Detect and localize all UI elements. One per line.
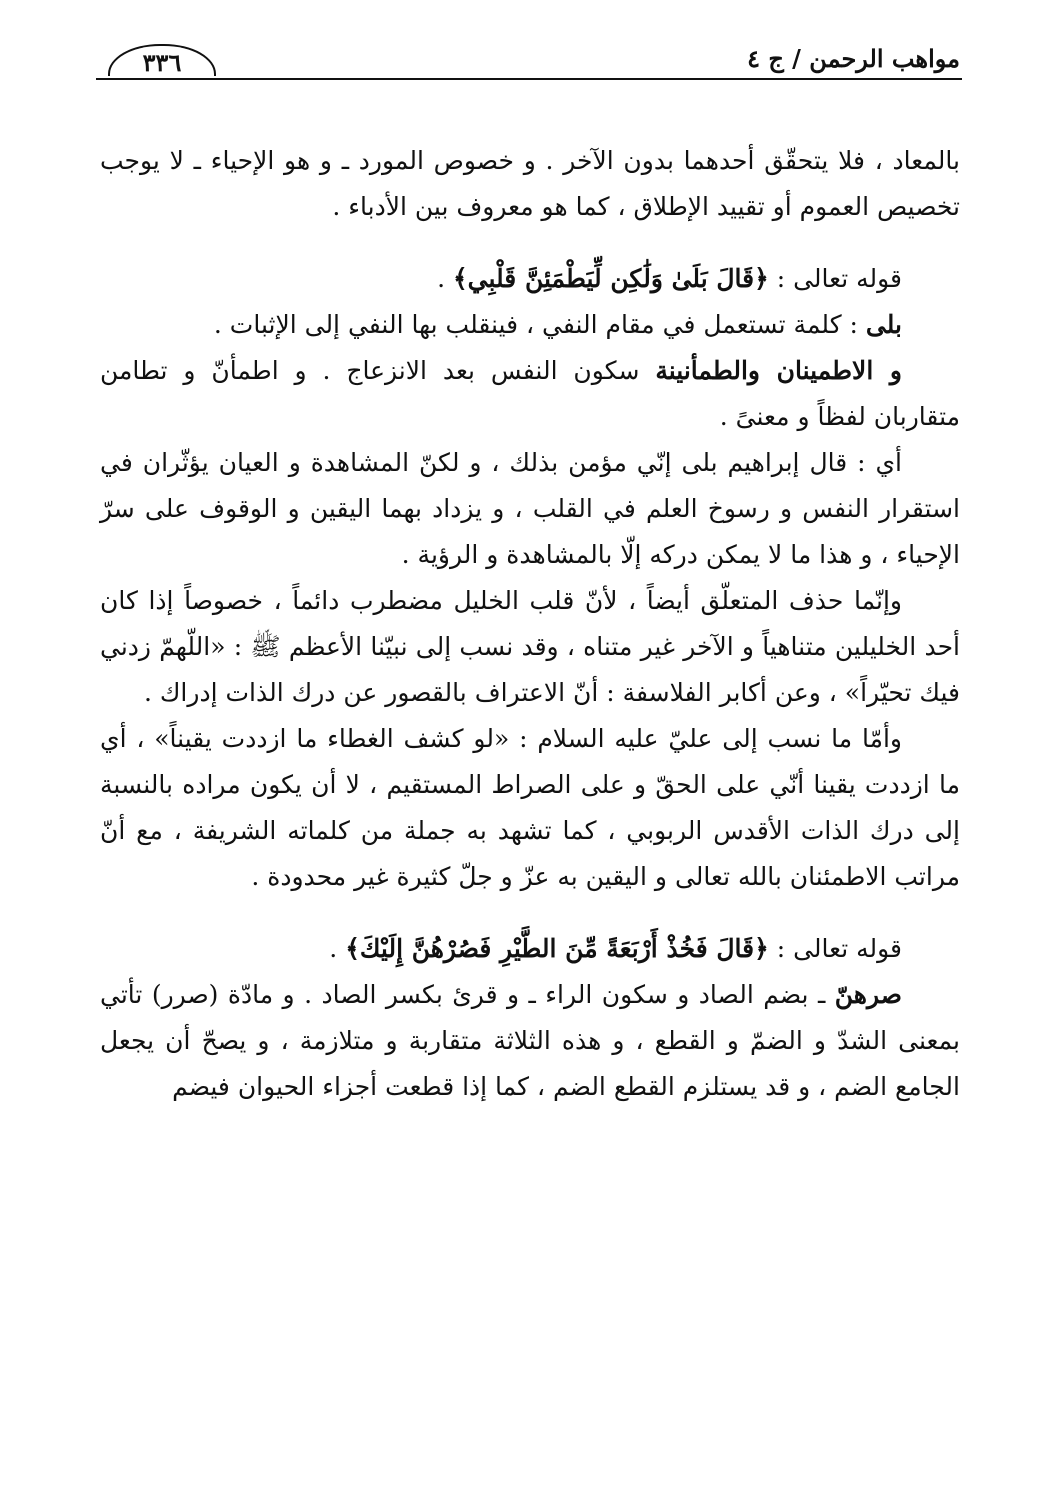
verse-end: . <box>437 264 453 293</box>
definition-bala <box>100 302 960 348</box>
verse-intro: قوله تعالى : <box>768 264 902 293</box>
paragraph-explanation: أي : قال إبراهيم بلى إنّي مؤمن بذلك ، و لكنّ المشاهدة و العيان يؤثّران في استقرار النفس و رسوخ العلم في القلب ، و يزداد بهما اليقين و الوقوف على سرّ الإحياء ، و هذا ما لا يمكن دركه إلّا بالمشاهدة و الرؤية . <box>100 448 960 569</box>
running-title: مواهب الرحمن / ج ٤ <box>747 44 960 73</box>
definition-surhunna <box>100 972 960 1110</box>
verse-heading-1 <box>100 256 960 302</box>
definition-text: : كلمة تستعمل في مقام النفي ، فينقلب بها النفي إلى الإثبات . <box>213 310 866 339</box>
page-number: ٣٣٦ <box>108 44 216 76</box>
quran-verse: ﴿قَالَ فَخُذْ أَرْبَعَةً مِّنَ الطَّيْرِ فَصُرْهُنَّ إِلَيْكَ﴾ <box>345 934 769 963</box>
definition-text: ـ بضم الصاد و سكون الراء ـ و قرئ بكسر الصاد . و مادّة (صرر) تأتي بمعنى الشدّ و الضمّ و القطع ، و هذه الثلاثة متقاربة و متلازمة ، و يصحّ أن يجعل الجامع الضم ، و قد يستلزم القطع الضم ، كما إذا قطعت أجزاء الحيوان فيضم <box>100 980 960 1101</box>
page-header <box>96 38 962 86</box>
definition-text: سكون النفس بعد الانزعاج . و اطمأنّ و تطامن متقاربان لفظاً و معنىً . <box>100 356 960 431</box>
paragraph-omission: وإنّما حذف المتعلّق أيضاً ، لأنّ قلب الخليل مضطرب دائماً ، خصوصاً إذا كان أحد الخليلين متناهياً و الآخر غير متناه ، وقد نسب إلى نبيّنا الأعظم ﷺ : «اللّهمّ زدني فيك تحيّراً» ، وعن أكابر الفلاسفة : أنّ الاعتراف بالقصور عن درك الذات إدراك . <box>100 586 960 707</box>
quran-verse: ﴿قَالَ بَلَىٰ وَلَٰكِن لِّيَطْمَئِنَّ قَلْبِي﴾ <box>453 264 769 293</box>
page-body <box>100 138 960 1110</box>
defined-term: بلى <box>865 310 902 339</box>
header-rule <box>96 78 962 80</box>
verse-intro: قوله تعالى : <box>768 934 902 963</box>
defined-term: صرهنّ <box>834 980 902 1009</box>
defined-term: و الاطمينان والطمأنينة <box>655 356 902 385</box>
definition-itminan <box>100 348 960 440</box>
verse-end: . <box>329 934 346 963</box>
paragraph-certainty: وأمّا ما نسب إلى عليّ عليه السلام : «لو كشف الغطاء ما ازددت يقيناً» ، أي ما ازددت يقينا أنّي على الحقّ و على الصراط المستقيم ، لا أن يكون مراده بالنسبة إلى درك الذات الأقدس الربوبي ، كما تشهد به جملة من كلماته الشريفة ، مع أنّ مراتب الاطمئنان بالله تعالى و اليقين به عزّ و جلّ كثيرة غير محدودة . <box>100 724 960 891</box>
paragraph-continuation: بالمعاد ، فلا يتحقّق أحدهما بدون الآخر . و خصوص المورد ـ و هو الإحياء ـ لا يوجب تخصيص العموم أو تقييد الإطلاق ، كما هو معروف بين الأدباء . <box>100 146 960 221</box>
verse-heading-2 <box>100 926 960 972</box>
